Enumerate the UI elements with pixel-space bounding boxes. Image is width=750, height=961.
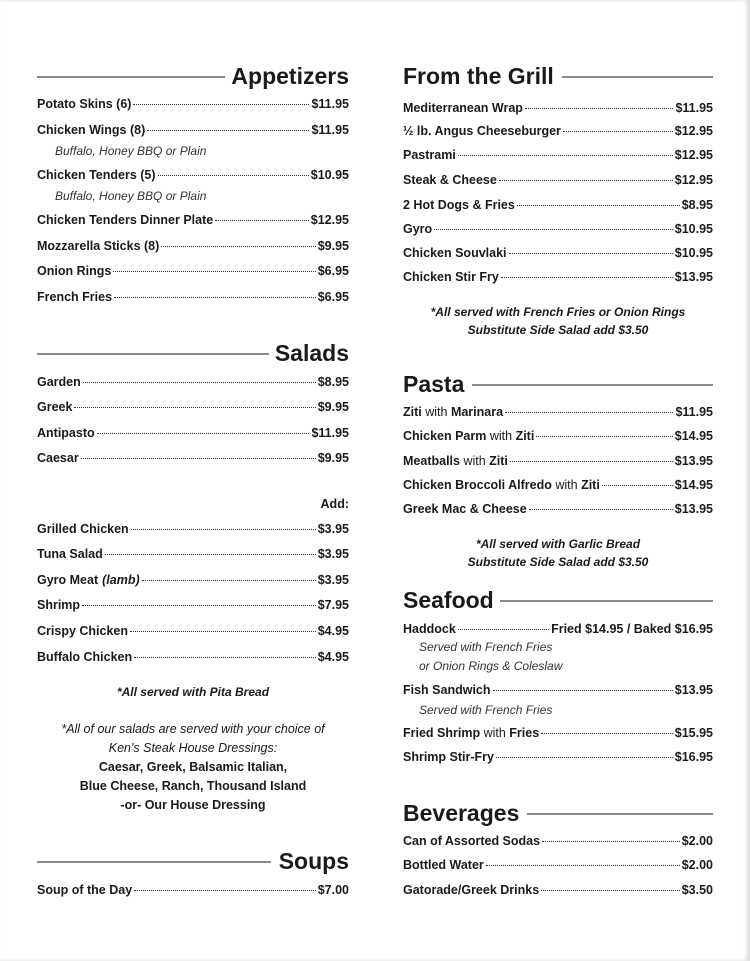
menu-item: Shrimp Stir-Fry $16.95 (403, 750, 713, 764)
grill-note-line: Substitute Side Salad add $3.50 (467, 323, 649, 337)
grill-note (403, 303, 713, 339)
menu-item: Chicken Wings (8) $11.95 (37, 123, 349, 137)
appetizers-title: Appetizers (231, 63, 349, 89)
menu-item: Caesar $9.95 (37, 451, 349, 465)
dressing-list: -or- Our House Dressing (120, 798, 266, 812)
menu-item: Greek $9.95 (37, 400, 349, 414)
salad-addon: Crispy Chicken $4.95 (37, 624, 349, 638)
salads-heading (37, 340, 349, 367)
menu-item: Potato Skins (6) $11.95 (37, 97, 349, 111)
pasta-note-line: *All served with Garlic Bread (475, 537, 641, 551)
heading-rule (500, 600, 713, 602)
menu-item-note: Buffalo, Honey BBQ or Plain (55, 189, 207, 203)
menu-item: Chicken Tenders (5) $10.95 (37, 168, 349, 182)
salad-addon: Tuna Salad $3.95 (37, 547, 349, 561)
menu-item: ½ lb. Angus Cheeseburger $12.95 (403, 124, 713, 138)
heading-rule (472, 384, 713, 386)
menu-item: Gatorade/Greek Drinks $3.50 (403, 883, 713, 897)
pasta-note (403, 535, 713, 571)
menu-item: Fish Sandwich $13.95 (403, 683, 713, 697)
beverages-title: Beverages (403, 800, 520, 826)
menu-item: Pastrami $12.95 (403, 148, 713, 162)
menu-item-note: Served with French Fries (419, 640, 553, 654)
menu-item: Fried Shrimp with Fries $15.95 (403, 726, 713, 740)
heading-rule (37, 76, 225, 78)
menu-item: Chicken Parm with Ziti $14.95 (403, 429, 713, 443)
salads-add-label: Add: (320, 497, 349, 511)
grill-note-line: *All served with French Fries or Onion Rings (430, 305, 686, 319)
salad-addon: Grilled Chicken $3.95 (37, 522, 349, 536)
menu-item: Haddock Fried $14.95 / Baked $16.95 (403, 622, 713, 636)
menu-item: Mediterranean Wrap $11.95 (403, 101, 713, 115)
menu-item: Onion Rings $6.95 (37, 264, 349, 278)
heading-rule (37, 353, 269, 355)
menu-item: Meatballs with Ziti $13.95 (403, 454, 713, 468)
menu-item: Gyro $10.95 (403, 222, 713, 236)
menu-item: Chicken Souvlaki $10.95 (403, 246, 713, 260)
pasta-heading (403, 371, 713, 398)
salad-addon: Shrimp $7.95 (37, 598, 349, 612)
dressing-intro: *All of our salads are served with your choice of (61, 722, 325, 736)
menu-item: Garden $8.95 (37, 375, 349, 389)
seafood-title: Seafood (403, 587, 494, 613)
salads-title: Salads (274, 340, 349, 366)
menu-item: Ziti with Marinara $11.95 (403, 405, 713, 419)
pasta-title: Pasta (403, 371, 465, 397)
grill-heading (403, 63, 713, 90)
menu-item: Can of Assorted Sodas $2.00 (403, 834, 713, 848)
pita-note: *All served with Pita Bread (116, 685, 270, 699)
menu-item: Chicken Broccoli Alfredo with Ziti $14.95 (403, 478, 713, 492)
menu-item: Chicken Tenders Dinner Plate $12.95 (37, 213, 349, 227)
appetizers-heading (37, 63, 349, 90)
menu-item: Steak & Cheese $12.95 (403, 173, 713, 187)
menu-item: Mozzarella Sticks (8) $9.95 (37, 239, 349, 253)
menu-item-note: Served with French Fries (419, 703, 553, 717)
seafood-heading (403, 587, 713, 614)
menu-item: Soup of the Day $7.00 (37, 883, 349, 897)
salad-addon: Buffalo Chicken $4.95 (37, 650, 349, 664)
heading-rule (37, 861, 271, 863)
soups-heading (37, 848, 349, 875)
salad-addon: Gyro Meat (lamb) $3.95 (37, 573, 349, 587)
menu-item: Greek Mac & Cheese $13.95 (403, 502, 713, 516)
heading-rule (562, 76, 713, 78)
menu-item: Antipasto $11.95 (37, 426, 349, 440)
dressing-list: Blue Cheese, Ranch, Thousand Island (79, 779, 307, 793)
menu-item: Bottled Water $2.00 (403, 858, 713, 872)
menu-item: Chicken Stir Fry $13.95 (403, 270, 713, 284)
menu-item-note: or Onion Rings & Coleslaw (419, 659, 563, 673)
beverages-heading (403, 800, 713, 827)
menu-item: 2 Hot Dogs & Fries $8.95 (403, 198, 713, 212)
menu-item-note: Buffalo, Honey BBQ or Plain (55, 144, 207, 158)
pasta-note-line: Substitute Side Salad add $3.50 (467, 555, 649, 569)
grill-title: From the Grill (403, 63, 554, 89)
soups-title: Soups (278, 848, 349, 874)
menu-item: French Fries $6.95 (37, 290, 349, 304)
dressing-intro: Ken's Steak House Dressings: (108, 741, 278, 755)
heading-rule (527, 813, 713, 815)
dressing-list: Caesar, Greek, Balsamic Italian, (98, 760, 288, 774)
dressing-info (37, 720, 349, 815)
